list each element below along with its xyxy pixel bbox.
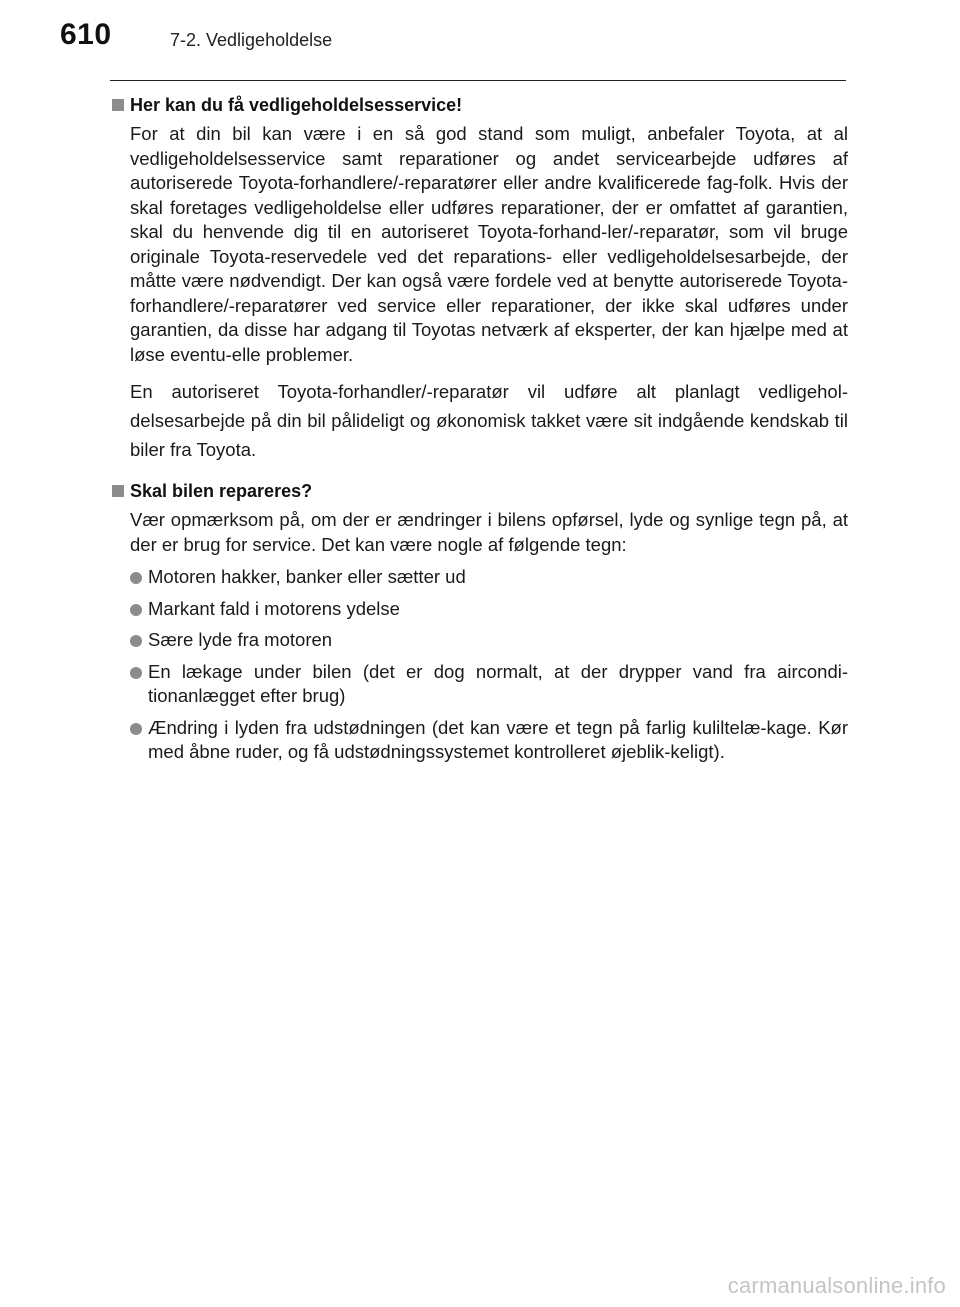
circle-bullet-icon [130,667,142,679]
list-item [110,660,848,709]
body-paragraph: Vær opmærksom på, om der er ændringer i bilens opførsel, lyde og synlige tegn på, at der er brug for service. Det kan være nogle af følgende tegn: [130,509,848,555]
header-divider [110,80,846,81]
list-item [110,565,848,590]
watermark: carmanualsonline.info [727,1273,946,1298]
list-item [110,628,848,653]
body-paragraph: For at din bil kan være i en så god stand som muligt, anbefaler Toyota, at al vedligeholdelsesservice samt reparationer og andet servicearbejde udføres af autoriserede Toyota-forhandlere/-reparatører eller andre kvalificerede fag-folk. Hvis der skal foretages vedligeholdelse eller udføres reparationer, der er omfattet af garantien, skal du henvende dig til en autoriseret Toyota-forhand-ler/-reparatør, som vil bruge originale Toyota-reservedele ved det reparations- eller vedligeholdelsesarbejde, der måtte være nødvendigt. Der kan også være fordele ved at benytte autoriserede Toyota-forhandlere/-reparatører ved service eller reparationer, der ikke skal udføres under garantien, da disse har adgang til Toyotas netværk af eksperter, der kan hjælpe med at løse eventu-elle problemer. [130,123,848,365]
circle-bullet-icon [130,572,142,584]
body-paragraph: En autoriseret Toyota-forhandler/-reparatør vil udføre alt planlagt vedligehol-delsesarbejde på din bil pålideligt og økonomisk takket være sit indgående kendskab til biler fra Toyota. [130,381,848,460]
list-item-text: Sære lyde fra motoren [148,629,333,650]
square-bullet-icon [112,485,124,497]
section-heading-text: Skal bilen repareres? [130,481,313,501]
circle-bullet-icon [130,635,142,647]
list-item-text: Motoren hakker, banker eller sætter ud [148,566,466,587]
list-item-text: En lækage under bilen (det er dog normalt, at der drypper vand fra aircondi-tionanlægget efter brug) [148,660,848,706]
list-item-text: Ændring i lyden fra udstødningen (det kan være et tegn på farlig kuliltelæ-kage. Kør med åbne ruder, og få udstødningssystemet kontrolleret øjeblik-keligt). [148,716,848,762]
list-item-text: Markant fald i motorens ydelse [148,597,400,619]
page-content [110,92,848,772]
section-maintenance-service [110,92,848,464]
page-number: 610 [60,18,112,51]
page-header [0,0,960,82]
section-heading [110,478,848,504]
circle-bullet-icon [130,723,142,735]
list-item [110,716,848,765]
list-item [110,597,848,622]
section-heading [110,92,848,118]
section-repair-needed [110,478,848,765]
square-bullet-icon [112,99,124,111]
circle-bullet-icon [130,604,142,616]
section-heading-text: Her kan du få vedligeholdelsesservice! [130,95,463,115]
section-title: 7-2. Vedligeholdelse [170,30,333,50]
symptom-list [110,565,848,765]
